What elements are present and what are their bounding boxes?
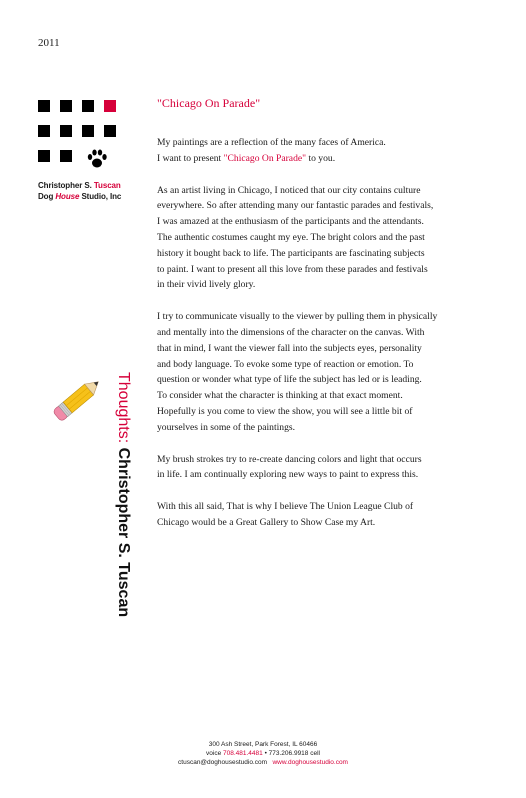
text-line: As an artist living in Chicago, I noticed that our city contains culture: [157, 184, 421, 196]
paw-print-icon: [86, 148, 108, 170]
text-line: I was amazed at the enthusiasm of the participants and the attendants.: [157, 216, 424, 228]
text-segment: to you.: [306, 152, 336, 164]
text-line: Chicago would be a Great Gallery to Show Case my Art.: [157, 516, 376, 528]
text-line: and body language. To evoke some type of reaction or emotion. To: [157, 358, 414, 370]
text-segment: I want to present: [157, 152, 224, 164]
text-line: My paintings are a reflection of the many faces of America.: [157, 137, 386, 148]
text-line: in life. I am continually exploring new ways to paint to express this.: [157, 469, 419, 481]
pencil-icon: [38, 366, 108, 440]
paragraph-communicate: [157, 309, 457, 435]
brand-last-name: Tuscan: [93, 181, 121, 190]
text-line: yourselves in some of the paintings.: [157, 421, 296, 433]
side-title-label: Thoughts:: [115, 372, 132, 448]
logo-square: [104, 125, 116, 137]
text-line: I try to communicate visually to the viewer by pulling them in physically: [157, 311, 438, 323]
brand-first-name: Christopher: [38, 181, 83, 190]
highlight-title: "Chicago On Parade": [223, 152, 307, 164]
text-line: Hopefully is you come to view the show, you will see a little bit of: [157, 405, 413, 417]
brand-studio-line: [38, 191, 121, 202]
logo-square: [38, 150, 50, 162]
logo-square: [38, 125, 50, 137]
email-link[interactable]: ctuscan@doghousestudio.com: [178, 759, 268, 766]
logo-square: [60, 100, 72, 112]
text-line: With this all said, That is why I believe The Union League Club of: [157, 501, 414, 513]
logo-square: [38, 100, 50, 112]
logo-square: [60, 150, 72, 162]
brand-middle-initial: S.: [82, 181, 94, 190]
logo-square-red: [104, 100, 116, 112]
brand-house: House: [55, 192, 80, 201]
text-line: everywhere. So after attending many our fantastic parades and festivals,: [157, 200, 434, 212]
document-year: 2011: [38, 37, 60, 49]
paragraph-closing: [157, 499, 457, 531]
text-line: question or wonder what type of life the subject has led or is leading.: [157, 374, 422, 386]
logo-square: [82, 125, 94, 137]
text-line: and mentally into the dimensions of the character on the canvas. With: [157, 326, 425, 338]
text-line: that in mind, I want the viewer fall into the subjects eyes, personality: [157, 342, 422, 354]
side-title-name: Christopher S. Tuscan: [115, 447, 132, 618]
paragraph-intro: [157, 135, 457, 167]
studio-brand: [38, 180, 121, 202]
brand-studio: Studio, Inc: [79, 192, 122, 201]
footer-address: 300 Ash Street, Park Forest, IL 60466: [208, 741, 318, 748]
logo-square: [60, 125, 72, 137]
voice-number: 708.481.4481: [223, 750, 263, 757]
footer-web-line: [0, 758, 526, 767]
website-link[interactable]: www.doghousestudio.com: [272, 759, 348, 766]
paragraph-brush: [157, 452, 457, 484]
cell-number: • 773.206.9918 cell: [262, 750, 320, 757]
letter-body: [157, 135, 457, 547]
text-line: [157, 151, 457, 167]
paragraph-chicago: [157, 183, 457, 294]
text-line: in their vivid lively glory.: [157, 279, 256, 291]
logo-square: [82, 100, 94, 112]
letter-title: "Chicago On Parade": [157, 96, 261, 110]
brand-name-line: [38, 180, 121, 191]
brand-dog: Dog: [38, 192, 56, 201]
text-line: The authentic costumes caught my eye. The bright colors and the past: [157, 231, 425, 243]
voice-label: voice: [206, 750, 223, 757]
side-title: [110, 372, 132, 622]
text-line: to paint. I want to present all this love from these parades and festivals: [157, 263, 428, 275]
text-line: To consider what the character is thinking at that exact moment.: [157, 390, 403, 402]
footer-contact: [0, 740, 526, 767]
text-line: history it bought back to life. The participants are fascinating subjects: [157, 247, 425, 259]
footer-phone-line: [0, 749, 526, 758]
text-line: My brush strokes try to re-create dancing colors and light that occurs: [157, 453, 422, 465]
